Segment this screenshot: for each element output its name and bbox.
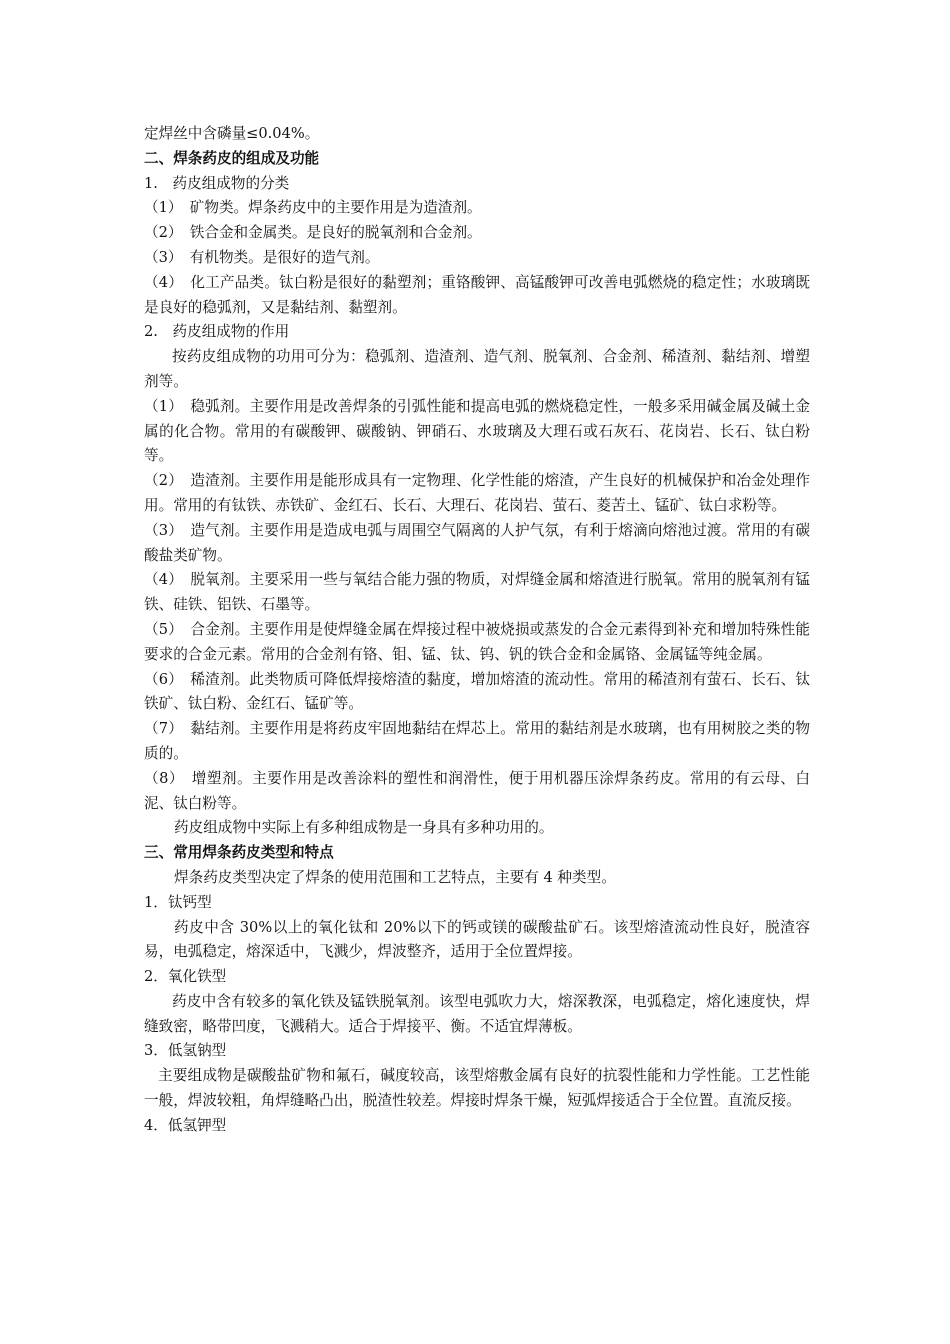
paragraph: 药皮中含有较多的氧化铁及锰铁脱氧剂。该型电弧吹力大，熔深教深，电弧稳定，熔化速度快，焊缝致密，略带凹度，飞溅稍大。适合于焊接平、衡。不适宜焊薄板。 <box>144 992 810 1035</box>
list-item: （6） 稀渣剂。此类物质可降低焊接熔渣的黏度，增加熔渣的流动性。常用的稀渣剂有萤石、长石、钛铁矿、钛白粉、金红石、锰矿等。 <box>144 670 810 713</box>
section-heading-3: 三、常用焊条药皮类型和特点 <box>144 844 334 862</box>
list-item: （3） 有机物类。是很好的造气剂。 <box>144 248 380 266</box>
type-heading: 2．氧化铁型 <box>144 968 227 986</box>
list-item: （2） 造渣剂。主要作用是能形成具有一定物理、化学性能的熔渣，产生良好的机械保护和冶金处理作用。常用的有钛铁、赤铁矿、金红石、长石、大理石、花岗岩、萤石、菱苦土、锰矿、钛白求粉等。 <box>144 472 810 514</box>
section-heading-2: 二、焊条药皮的组成及功能 <box>144 149 320 167</box>
type-heading: 1．钛钙型 <box>144 893 212 911</box>
list-item: （7） 黏结剂。主要作用是将药皮牢固地黏结在焊芯上。常用的黏结剂是水玻璃，也有用树胶之类的物质的。 <box>144 720 810 762</box>
document-page <box>144 122 810 1139</box>
list-item: （8） 增塑剂。主要作用是改善涂料的塑性和润滑性，便于用机器压涂焊条药皮。常用的有云母、白泥、钛白粉等。 <box>144 769 810 812</box>
paragraph: 按药皮组成物的功用可分为：稳弧剂、造渣剂、造气剂、脱氧剂、合金剂、稀渣剂、黏结剂、增塑剂等。 <box>144 348 810 390</box>
paragraph: 主要组成物是碳酸盐矿物和氟石，碱度较高，该型熔敷金属有良好的抗裂性能和力学性能。工艺性能一般，焊波较粗，角焊缝略凸出，脱渣性较差。焊接时焊条干燥，短弧焊接适合于全位置。直流反接。 <box>144 1067 810 1110</box>
subsection-heading: 1. 药皮组成物的分类 <box>144 174 290 192</box>
list-item: （1） 稳弧剂。主要作用是改善焊条的引弧性能和提高电弧的燃烧稳定性，一般多采用碱金属及碱土金属的化合物。常用的有碳酸钾、碳酸钠、钾硝石、水玻璃及大理石或石灰石、花岗岩、长石、钛白粉等。 <box>144 397 810 465</box>
paragraph: 药皮中含 30%以上的氧化钛和 20%以下的钙或镁的碳酸盐矿石。该型熔渣流动性良好，脱渣容易，电弧稳定，熔深适中，飞溅少，焊波整齐，适用于全位置焊接。 <box>144 918 810 961</box>
paragraph: 药皮组成物中实际上有多种组成物是一身具有多种功用的。 <box>174 819 554 837</box>
list-item: （4） 化工产品类。钛白粉是很好的黏塑剂；重铬酸钾、高锰酸钾可改善电弧燃烧的稳定性；水玻璃既是良好的稳弧剂，又是黏结剂、黏塑剂。 <box>144 273 810 316</box>
paragraph: 焊条药皮类型决定了焊条的使用范围和工艺特点，主要有 4 种类型。 <box>174 868 616 886</box>
list-item: （3） 造气剂。主要作用是造成电弧与周围空气隔离的人护气氛，有利于熔滴向熔池过渡。常用的有碳酸盐类矿物。 <box>144 521 810 564</box>
list-item: （2） 铁合金和金属类。是良好的脱氧剂和合金剂。 <box>144 224 482 242</box>
subsection-heading: 2. 药皮组成物的作用 <box>144 323 290 341</box>
type-heading: 3．低氢钠型 <box>144 1042 227 1060</box>
list-item: （4） 脱氧剂。主要采用一些与氧结合能力强的物质，对焊缝金属和熔渣进行脱氧。常用的脱氧剂有锰铁、硅铁、铝铁、石墨等。 <box>144 571 810 614</box>
list-item: （1） 矿物类。焊条药皮中的主要作用是为造渣剂。 <box>144 199 482 217</box>
list-item: （5） 合金剂。主要作用是使焊缝金属在焊接过程中被烧损或蒸发的合金元素得到补充和增加特殊性能要求的合金元素。常用的合金剂有铬、钼、锰、钛、钨、钒的铁合金和金属铬、金属锰等纯金属。 <box>144 620 810 663</box>
type-heading: 4．低氢钾型 <box>144 1116 227 1134</box>
text-line: 定焊丝中含磷量≤0.04%。 <box>144 125 320 142</box>
